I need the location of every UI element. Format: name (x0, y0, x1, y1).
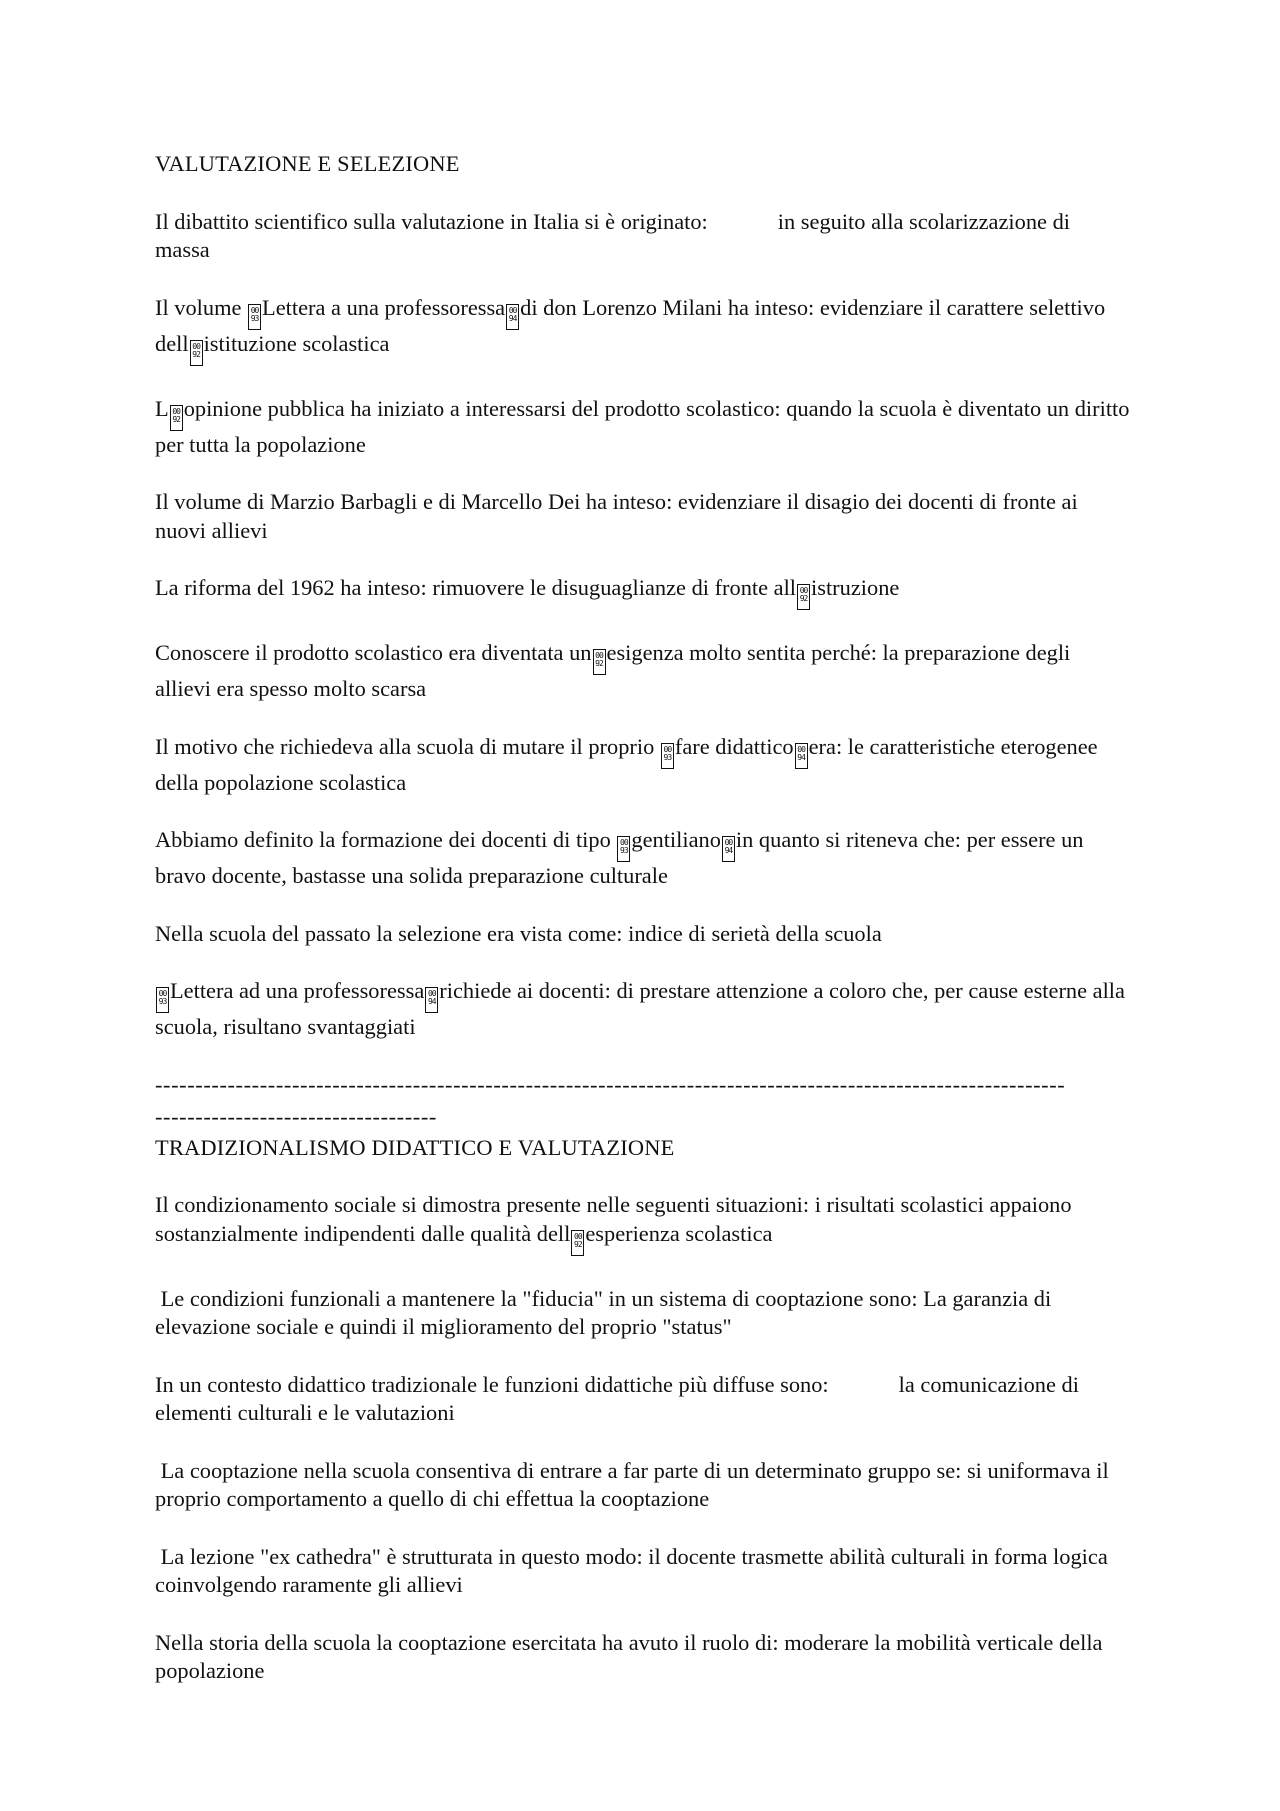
paragraph (155, 733, 1130, 798)
missing-glyph-icon: 00 93 (248, 304, 261, 330)
missing-glyph-icon: 00 93 (156, 987, 169, 1013)
paragraph (155, 294, 1130, 366)
text-run: fare didattico (674, 733, 794, 759)
missing-glyph-icon: 00 92 (571, 1230, 584, 1256)
text-run: era: le caratteristiche eterogenee della popolazione scolastica (155, 733, 1098, 795)
text-run: In un contesto didattico tradizionale le funzioni didattiche più diffuse sono: (155, 1371, 829, 1397)
text-run: Il dibattito scientifico sulla valutazione in Italia si è originato: (155, 208, 708, 234)
paragraph (155, 574, 1130, 610)
missing-glyph-icon: 00 94 (795, 743, 808, 769)
missing-glyph-icon: 00 92 (190, 340, 203, 366)
paragraph (155, 826, 1130, 891)
text-run: Abbiamo definito la formazione dei docenti di tipo (155, 827, 617, 852)
missing-glyph-icon: 00 92 (593, 649, 606, 675)
section-heading-tradizionalismo: TRADIZIONALISMO DIDATTICO E VALUTAZIONE (155, 1134, 675, 1160)
text-run: richiede ai docenti: di prestare attenzione a coloro che, per cause esterne alla scuola, risultano svantaggiati (155, 978, 1125, 1039)
paragraph (155, 639, 1130, 704)
missing-glyph-icon: 00 92 (170, 405, 183, 431)
text-run: istruzione (811, 575, 900, 600)
text-run: Il volume (155, 294, 248, 320)
text-run: la comunicazione di elementi culturali e le valutazioni (155, 1371, 1079, 1425)
missing-glyph-icon: 00 93 (617, 836, 630, 862)
missing-glyph-icon: 00 94 (425, 987, 438, 1013)
missing-glyph-icon: 00 92 (797, 584, 810, 610)
paragraph: Il volume di Marzio Barbagli e di Marcello Dei ha inteso: evidenziare il disagio dei docenti di fronte ai nuovi allievi (155, 489, 1078, 543)
text-run: in quanto si riteneva che: per essere un bravo docente, bastasse una solida preparazione culturale (155, 827, 1084, 888)
dashed-separator-tail: ----------------------------------- (155, 1104, 437, 1129)
text-run: esperienza scolastica (585, 1220, 773, 1246)
paragraph: Nella storia della scuola la cooptazione esercitata ha avuto il ruolo di: moderare la mobilità verticale della popolazione (155, 1629, 1103, 1683)
paragraph (155, 977, 1130, 1042)
paragraph: La lezione "ex cathedra" è strutturata in questo modo: il docente trasmette abilità culturali in forma logica coinvolgendo raramente gli allievi (155, 1543, 1114, 1597)
dashed-separator: ----------------------------------------------------------------------------------------------------------------- (155, 1071, 1066, 1097)
paragraph: Le condizioni funzionali a mantenere la "fiducia" in un sistema di cooptazione sono: La garanzia di elevazione sociale e quindi il miglioramento del proprio "status" (155, 1285, 1057, 1339)
missing-glyph-icon: 00 94 (506, 304, 519, 330)
text-run: Lettera ad una professoressa (170, 978, 425, 1003)
text-run: in seguito alla scolarizzazione di massa (155, 208, 1070, 262)
paragraph (155, 1371, 1130, 1428)
paragraph (155, 395, 1130, 460)
text-run: di don Lorenzo Milani ha inteso: evidenziare il carattere selettivo dell (155, 294, 1106, 356)
text-run: Conoscere il prodotto scolastico era diventata un (155, 640, 592, 665)
missing-glyph-icon: 00 93 (661, 743, 674, 769)
paragraph: La cooptazione nella scuola consentiva di entrare a far parte di un determinato gruppo se: si uniformava il proprio comportamento a quello di chi effettua la cooptazione (155, 1457, 1115, 1511)
text-run: Il condizionamento sociale si dimostra presente nelle seguenti situazioni: i risultati scolastici appaiono sostanzialmente indipendenti dalle qualità dell (155, 1192, 1072, 1246)
text-run: Lettera a una professoressa (262, 294, 506, 320)
paragraph (155, 208, 1130, 265)
missing-glyph-icon: 00 94 (722, 836, 735, 862)
section-heading-valutazione: VALUTAZIONE E SELEZIONE (155, 151, 460, 176)
text-run: La riforma del 1962 ha inteso: rimuovere le disuguaglianze di fronte all (155, 575, 797, 600)
text-run: esigenza molto sentita perché: la preparazione degli allievi era spesso molto scarsa (155, 640, 1071, 701)
paragraph (155, 1191, 1130, 1256)
document-page (155, 150, 1130, 1715)
paragraph: Nella scuola del passato la selezione era vista come: indice di serietà della scuola (155, 920, 882, 946)
text-run: Il motivo che richiedeva alla scuola di mutare il proprio (155, 733, 660, 759)
text-run: istituzione scolastica (203, 330, 390, 356)
text-run: gentiliano (631, 827, 721, 852)
text-run: opinione pubblica ha iniziato a interessarsi del prodotto scolastico: quando la scuola è diventato un diritto per tutta la popolazione (155, 395, 1130, 457)
text-run: L (155, 395, 169, 421)
